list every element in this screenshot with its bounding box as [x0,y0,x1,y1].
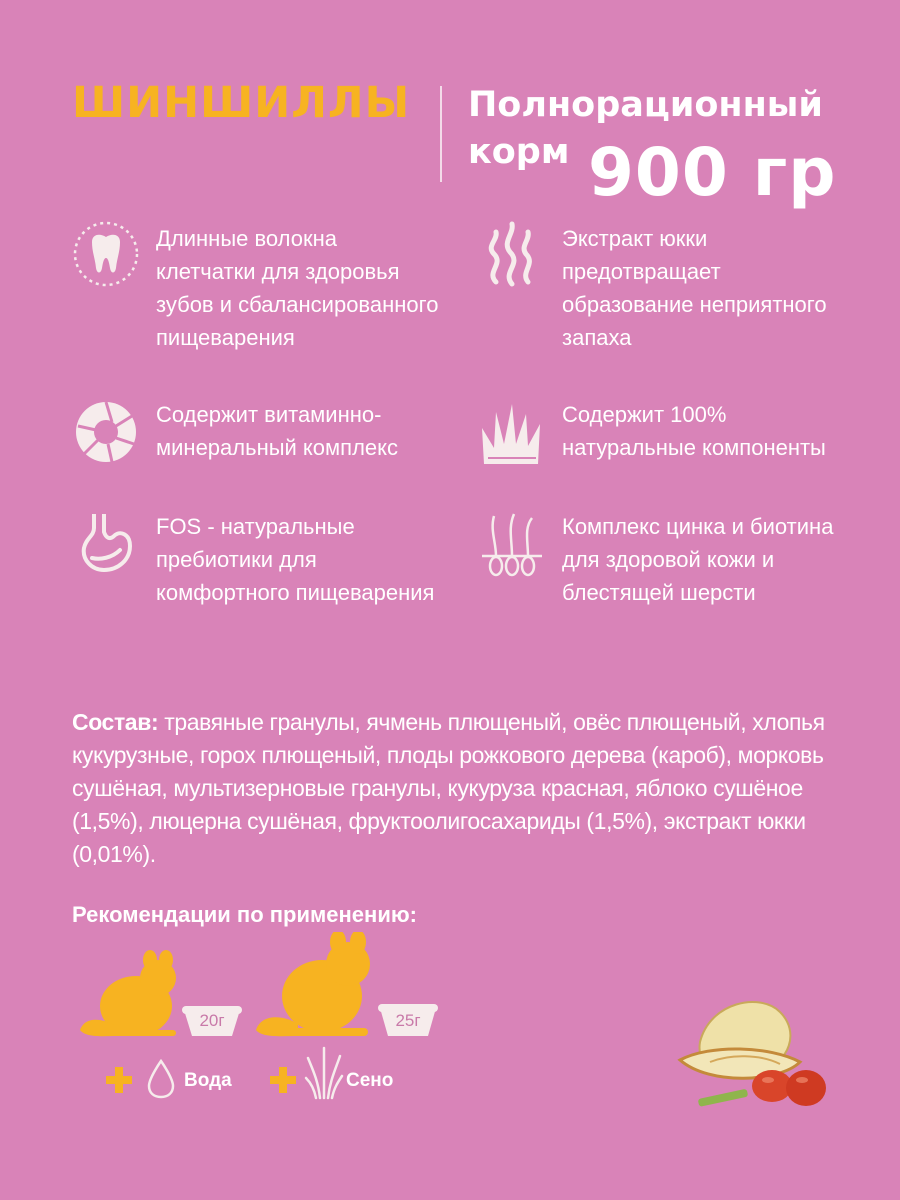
hair-follicle-icon [478,512,546,580]
odor-waves-icon [478,220,546,288]
water-drop-icon [146,1058,176,1100]
feature-line: образование неприятного [562,292,827,317]
chinchilla-large-icon [252,932,382,1040]
feature-line: минеральный комплекс [156,435,399,460]
feature-line: блестящей шерсти [562,580,756,605]
feature-line: Содержит 100% [562,402,727,427]
feature-line: для здоровой кожи и [562,547,775,572]
feature-line: Экстракт юкки [562,226,708,251]
header-divider [440,86,442,182]
composition-block [72,706,862,871]
composition-line: сушёная, мультизерновые гранулы, кукуруза красная, яблоко сушёное [72,775,803,801]
plus-icon [270,1067,296,1093]
plus-icon [106,1067,132,1093]
portion-small-label: 20г [199,1011,225,1030]
subtitle-line1: Полнорационный [468,85,823,125]
recommendations-title: Рекомендации по применению: [72,902,417,927]
feature-line: зубов и сбалансированного [156,292,439,317]
feature-line: Комплекс цинка и биотина [562,514,834,539]
feature-line: предотвращает [562,259,721,284]
tooth-icon [72,220,140,288]
portion-large-label: 25г [395,1011,421,1030]
grass-icon [478,398,546,466]
feature-line: Длинные волокна [156,226,338,251]
stomach-icon [72,510,140,578]
composition-line: кукурузные, горох плющеный, плоды рожкового дерева (кароб), морковь [72,742,824,768]
water-label: Вода [184,1070,232,1091]
hay-icon [304,1044,344,1100]
chinchilla-small-icon [76,950,186,1040]
feature-line: запаха [562,325,632,350]
dried-apple-rosehip-image [670,992,840,1112]
feature-line: натуральные компоненты [562,435,826,460]
feature-line: комфортного пищеварения [156,580,435,605]
package-weight: 900 гр [588,134,837,211]
feature-line: Содержит витаминно- [156,402,382,427]
subtitle-line2: корм [468,132,570,172]
brand-title: ШИНШИЛЛЫ [72,78,411,128]
hay-label: Сено [346,1070,394,1091]
composition-line: (1,5%), люцерна сушёная, фруктоолигосахариды (1,5%), экстракт юкки (0,01%). [72,808,806,867]
composition-label: Состав: [72,709,159,735]
feature-line: клетчатки для здоровья [156,259,400,284]
feature-line: пищеварения [156,325,295,350]
vitamin-complex-icon [72,398,140,466]
feature-line: FOS - натуральные [156,514,355,539]
feature-line: пребиотики для [156,547,317,572]
composition-text: травяные гранулы, ячмень плющеный, овёс плющеный, хлопья [158,709,825,735]
composition-line [72,706,862,739]
